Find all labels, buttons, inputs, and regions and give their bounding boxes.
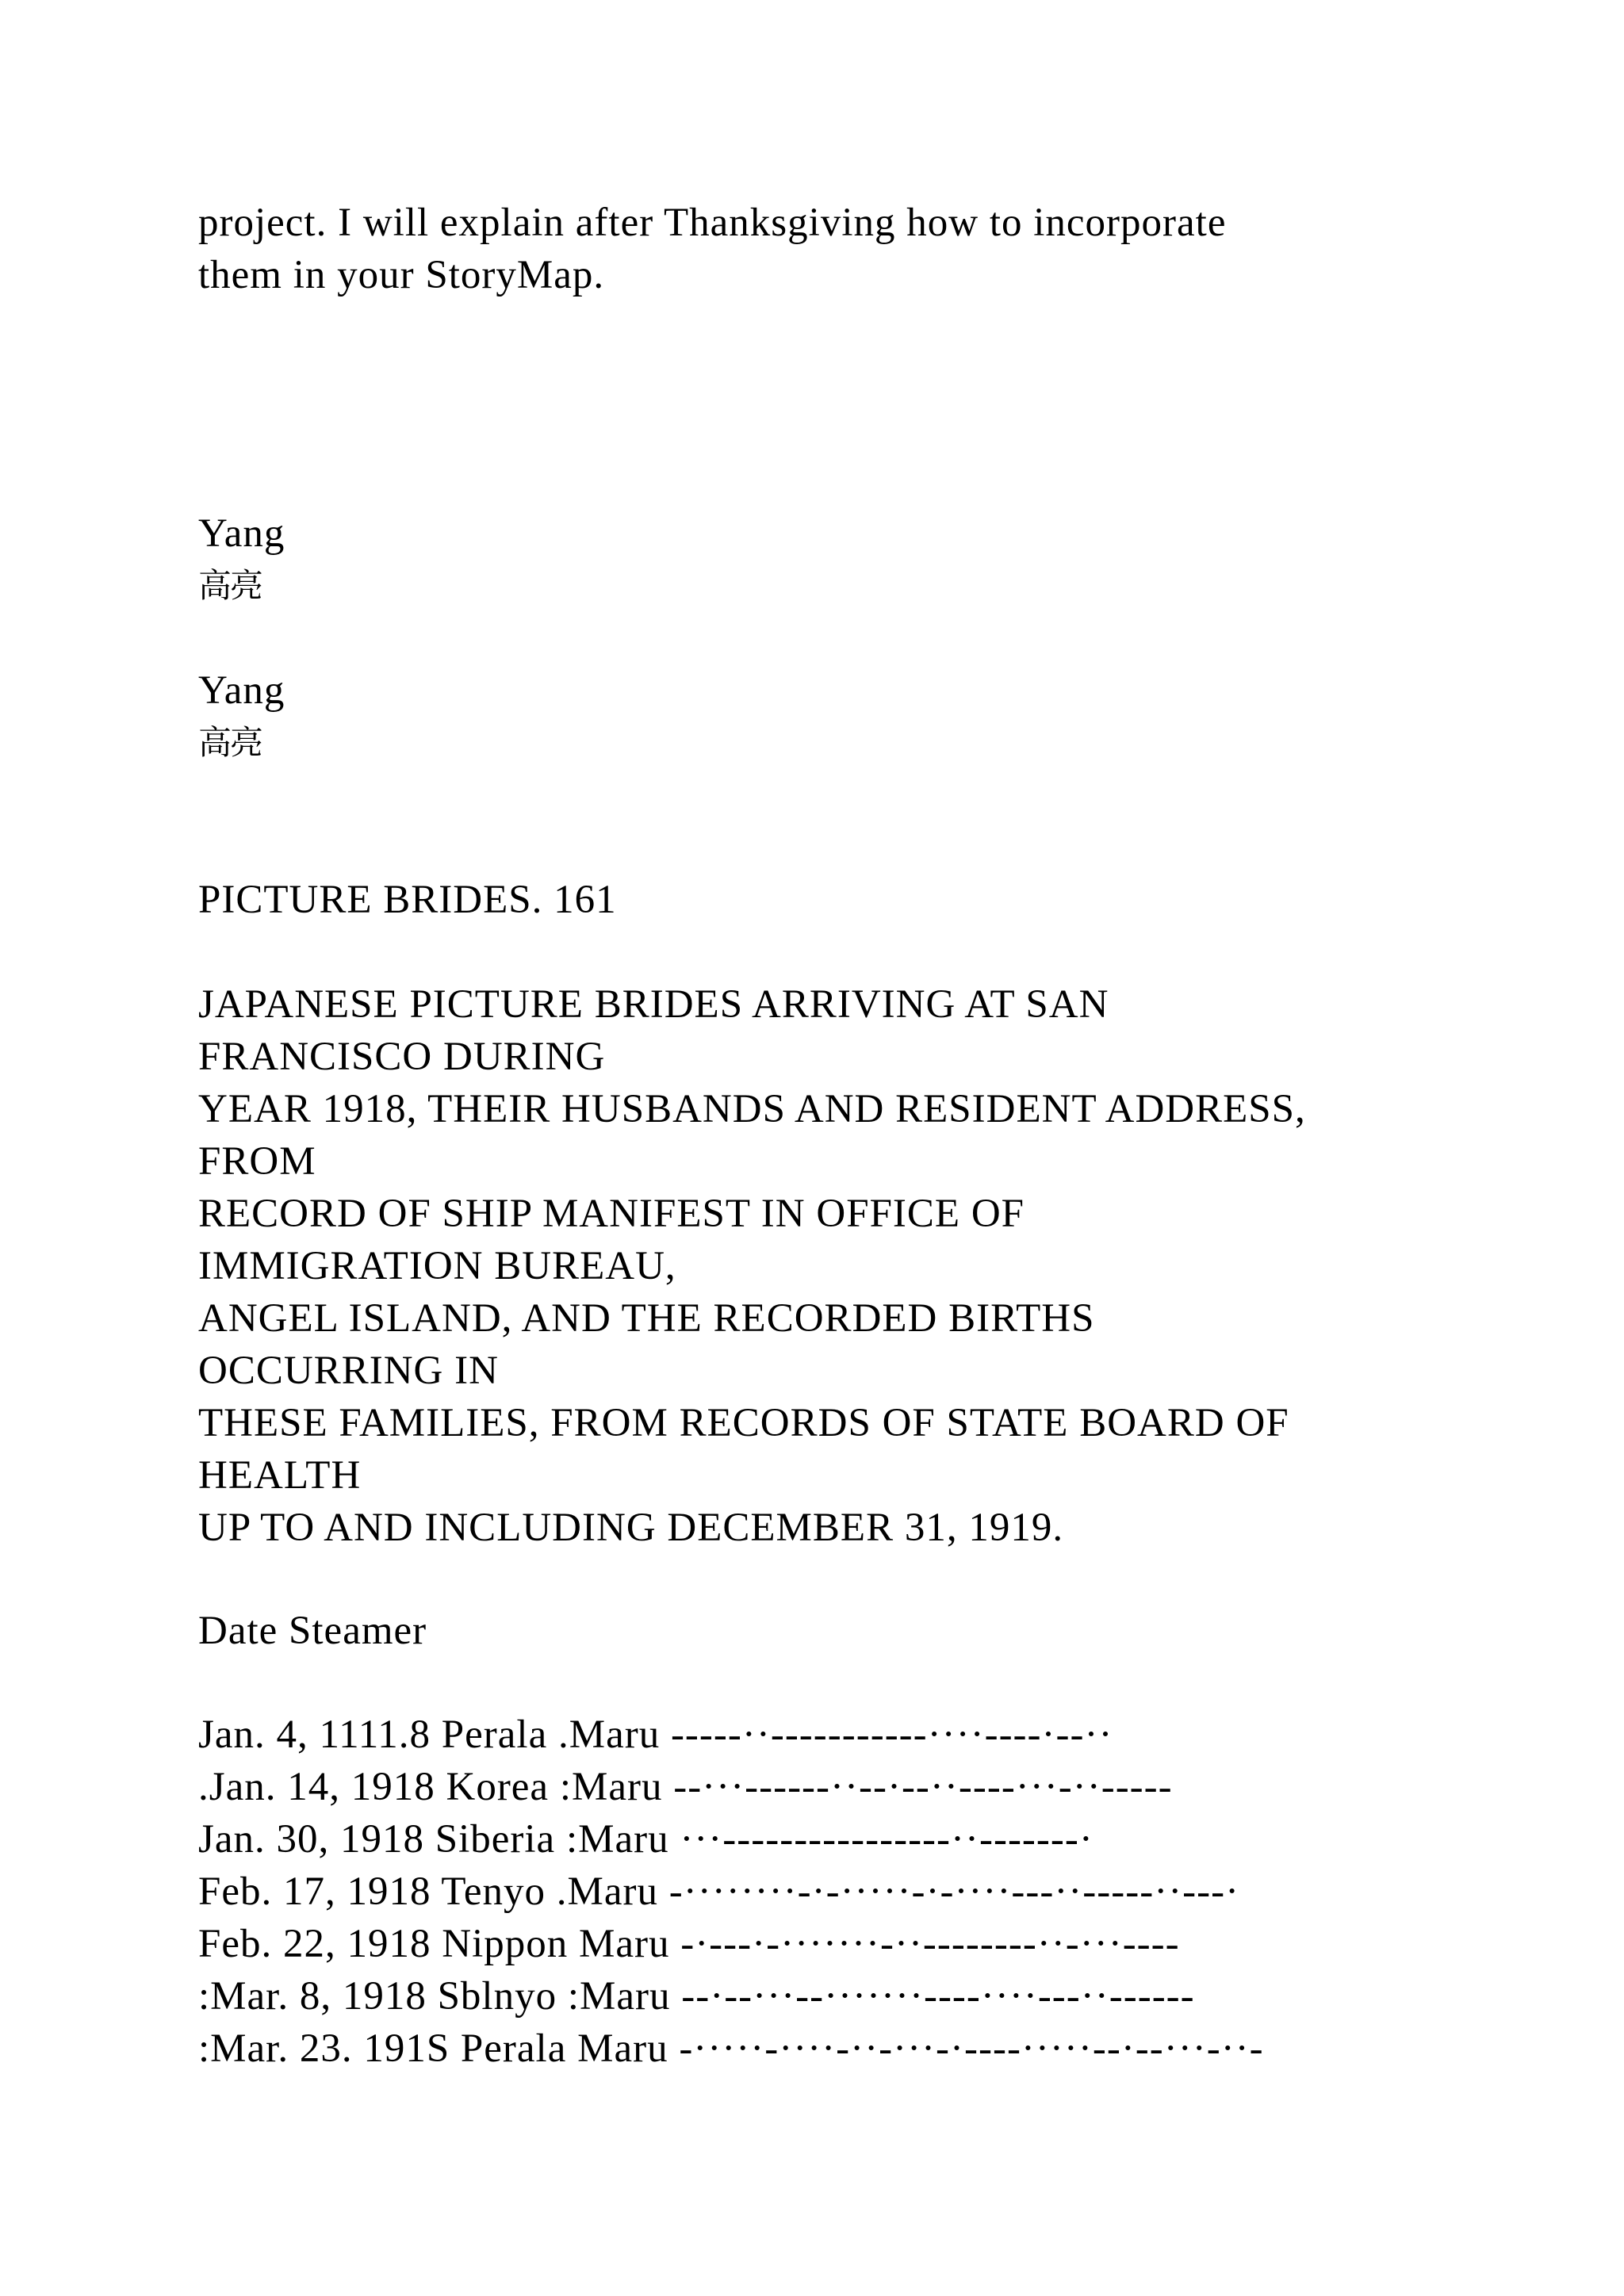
document-title xyxy=(198,978,1562,1554)
title-line: UP TO AND INCLUDING DECEMBER 31, 1919. xyxy=(198,1506,1064,1550)
arrival-entry: :Mar. 8, 1918 Sblnyo :Maru --·--···--·······----····---··------ xyxy=(198,1974,1195,2019)
column-header-text: Date Steamer xyxy=(198,1609,427,1653)
page-header-text: PICTURE BRIDES. 161 xyxy=(198,878,617,922)
title-line: ANGEL ISLAND, AND THE RECORDED BIRTHS xyxy=(198,1296,1095,1341)
arrival-entry: .Jan. 14, 1918 Korea :Maru --···------··--·--··----···-··----- xyxy=(198,1765,1173,1809)
column-header xyxy=(198,1605,1562,1657)
intro-line: them in your StoryMap. xyxy=(198,253,605,297)
arrival-entry: :Mar. 23. 191S Perala Maru -·····-····-··-···-·----·····--·--···-··- xyxy=(198,2026,1264,2071)
title-line: FRANCISCO DURING xyxy=(198,1035,606,1079)
signature-cjk-name: 高亮 xyxy=(198,723,262,762)
title-line: HEALTH xyxy=(198,1453,362,1498)
title-line: IMMIGRATION BUREAU, xyxy=(198,1244,676,1288)
title-line: FROM xyxy=(198,1139,316,1184)
signature-name: Yang xyxy=(198,511,285,556)
title-line: YEAR 1918, THEIR HUSBANDS AND RESIDENT ADDRESS, xyxy=(198,1087,1306,1131)
signature-block xyxy=(198,664,1562,769)
title-line: JAPANESE PICTURE BRIDES ARRIVING AT SAN xyxy=(198,982,1109,1027)
title-line: OCCURRING IN xyxy=(198,1349,499,1393)
arrival-entry: Feb. 17, 1918 Tenyo .Maru -········-·-·····-·-····---··-----··---· xyxy=(198,1869,1240,1914)
intro-line: project. I will explain after Thanksgiving how to incorporate xyxy=(198,201,1227,245)
signature-name: Yang xyxy=(198,668,285,713)
signature-cjk-name: 高亮 xyxy=(198,566,262,605)
arrival-entry: Feb. 22, 1918 Nippon Maru -·---·-·······-··--------··-···---- xyxy=(198,1922,1180,1966)
arrival-entry: Jan. 30, 1918 Siberia :Maru ···----------------··-------· xyxy=(198,1817,1094,1862)
arrival-entry: Jan. 4, 1111.8 Perala .Maru -----··-----------····----·--·· xyxy=(198,1712,1113,1757)
intro-paragraph xyxy=(198,197,1562,301)
title-line: THESE FAMILIES, FROM RECORDS OF STATE BOARD OF xyxy=(198,1401,1289,1445)
title-line: RECORD OF SHIP MANIFEST IN OFFICE OF xyxy=(198,1192,1025,1236)
page-header xyxy=(198,874,1562,926)
arrival-list xyxy=(198,1709,1562,2075)
signature-block xyxy=(198,507,1562,612)
